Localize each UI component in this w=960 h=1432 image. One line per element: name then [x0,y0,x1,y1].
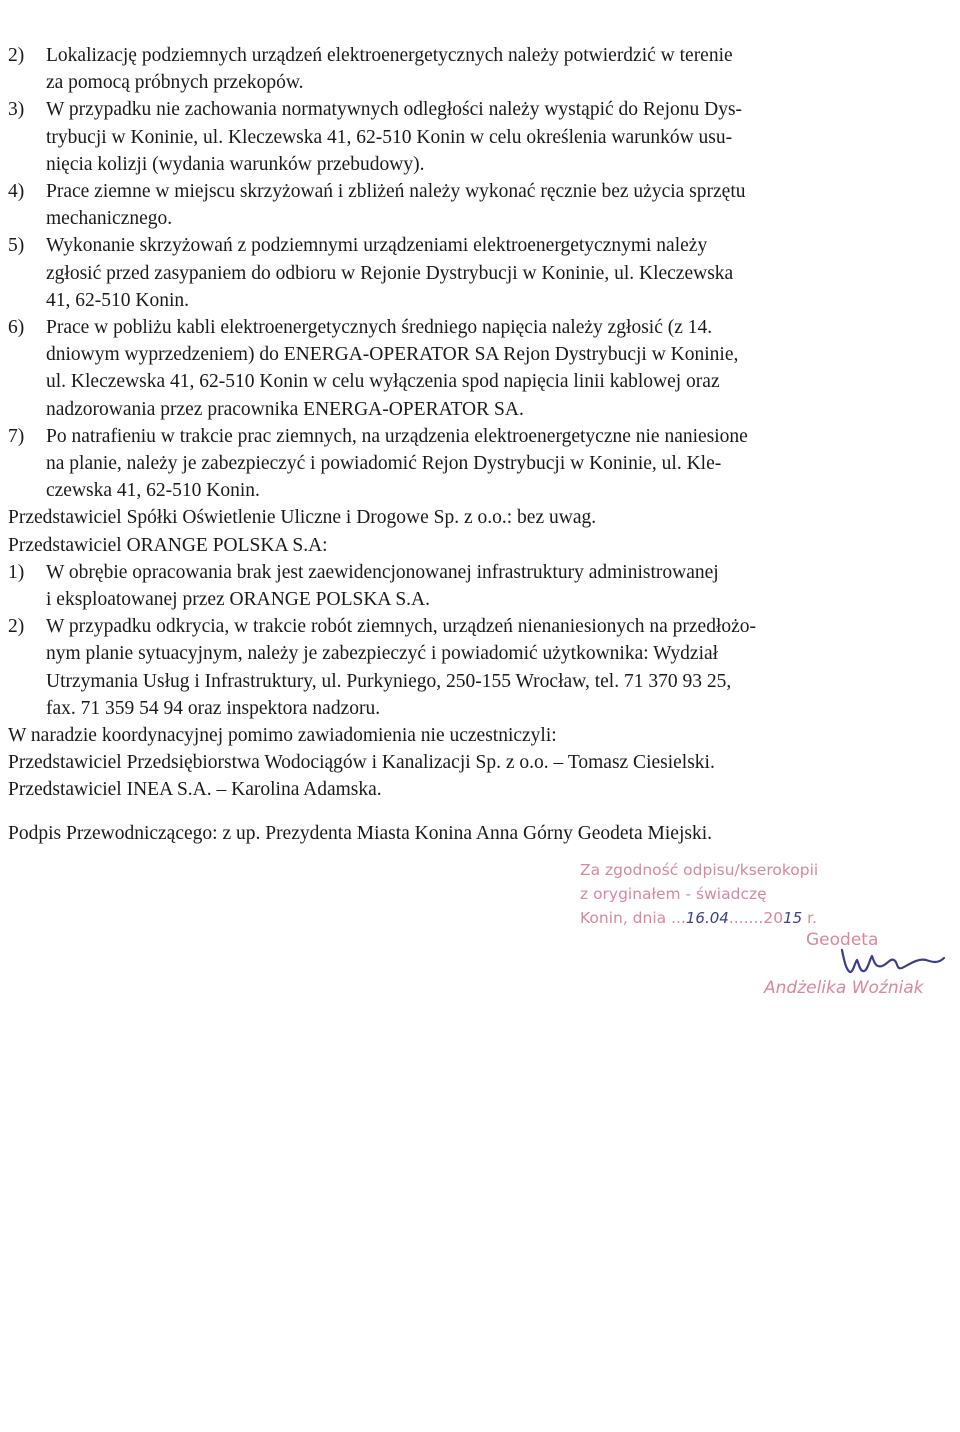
text-line: nadzorowania przez pracownika ENERGA-OPERATOR SA. [46,398,524,420]
list-item [8,232,880,314]
handwritten-day: 16 [685,909,705,927]
list-item-number: 3) [8,99,25,121]
list-item-number: 1) [8,561,25,583]
text-line: W przypadku nie zachowania normatywnych odległości należy wystąpić do Rejonu Dys- [46,99,743,121]
text-line: czewska 41, 62-510 Konin. [46,480,260,502]
text-line: za pomocą próbnych przekopów. [46,72,304,94]
handwritten-month: 04 [709,909,729,927]
list-item-text [46,423,880,505]
text-line: fax. 71 359 54 94 oraz inspektora nadzoru. [46,697,381,719]
list-item-text [46,613,880,722]
document-body [8,42,880,847]
stamp-title: Geodeta [806,930,879,950]
lighting-company-statement: Przedstawiciel Spółki Oświetlenie Uliczne i Drogowe Sp. z o.o.: bez uwag. [8,507,597,529]
stamp-date-dots: ....... [728,909,764,927]
list-item-text [46,96,880,178]
text-line: nięcia kolizji (wydania warunków przebudowy). [46,153,425,175]
text-line: Utrzymania Usług i Infrastruktury, ul. Purkyniego, 250-155 Wrocław, tel. 71 370 93 25, [46,670,732,692]
stamp-year-prefix: 20 [763,909,784,927]
orange-heading: Przedstawiciel ORANGE POLSKA S.A: [8,534,328,556]
list-item-number: 6) [8,317,25,339]
stamp-name: Andżelika Woźniak [764,978,924,998]
text-line: ul. Kleczewska 41, 62-510 Konin w celu wyłączenia spod napięcia linii kablowej oraz [46,371,720,393]
list-item [8,178,880,232]
list-item-text [46,559,880,613]
list-item-number: 2) [8,616,25,638]
handwritten-year: 15 [783,909,803,927]
text-line: W obrębie opracowania brak jest zaewidencjonowanej infrastruktury administrowanej [46,561,719,583]
text-line: i eksploatowanej przez ORANGE POLSKA S.A. [46,589,430,611]
stamp-year-suffix: r. [802,909,817,927]
list-item [8,96,880,178]
list-item-text [46,314,880,423]
certification-stamp [580,858,940,950]
list-item-text [46,178,880,232]
absent-inea: Przedstawiciel INEA S.A. – Karolina Adamska. [8,779,382,801]
list-item [8,314,880,423]
text-line: Prace ziemne w miejscu skrzyżowań i zbliżeń należy wykonać ręcznie bez użycia sprzętu [46,181,746,203]
text-line: nym planie sytuacyjnym, należy je zabezpieczyć i powiadomić użytkownika: Wydział [46,643,719,665]
text-line: mechanicznego. [46,208,173,230]
handwritten-date-separator: . [704,909,710,927]
list-item-text [46,42,880,96]
text-line: W przypadku odkrycia, w trakcie robót ziemnych, urządzeń nienaniesionych na przedłożo- [46,616,757,638]
list-item-number: 5) [8,235,25,257]
orange-conditions-list [8,559,880,722]
stamp-date-prefix: Konin, dnia ... [580,909,686,927]
absent-heading: W naradzie koordynacyjnej pomimo zawiadomienia nie uczestniczyli: [8,725,557,747]
list-item [8,423,880,505]
absent-water-company: Przedstawiciel Przedsiębiorstwa Wodociągów i Kanalizacji Sp. z o.o. – Tomasz Ciesielski. [8,752,715,774]
list-item-number: 2) [8,45,25,66]
list-item [8,613,880,722]
list-item [8,559,880,613]
text-line: trybucji w Koninie, ul. Kleczewska 41, 62-510 Konin w celu określenia warunków usu- [46,126,733,148]
text-line: zgłosić przed zasypaniem do odbioru w Rejonie Dystrybucji w Koninie, ul. Kleczewska [46,262,734,284]
stamp-line-3 [580,906,940,930]
list-item-number: 4) [8,181,25,203]
text-line: Po natrafieniu w trakcie prac ziemnych, na urządzenia elektroenergetyczne nie naniesione [46,425,748,447]
text-line: 41, 62-510 Konin. [46,289,189,311]
stamp-line-1: Za zgodność odpisu/kserokopii [580,861,819,879]
list-item [8,42,880,96]
stamp-line-2: z oryginałem - świadczę [580,885,767,903]
text-line: dniowym wyprzedzeniem) do ENERGA-OPERATOR SA Rejon Dystrybucji w Koninie, [46,344,739,366]
text-line: Prace w pobliżu kabli elektroenergetycznych średniego napięcia należy zgłosić (z 14. [46,317,713,339]
text-line: Lokalizację podziemnych urządzeń elektroenergetycznych należy potwierdzić w terenie [46,45,733,66]
text-line: na planie, należy je zabezpieczyć i powiadomić Rejon Dystrybucji w Koninie, ul. Kle- [46,453,722,475]
text-line: Wykonanie skrzyżowań z podziemnymi urządzeniami elektroenergetycznymi należy [46,235,708,257]
list-item-text [46,232,880,314]
electrical-conditions-list [8,42,880,504]
chairman-signature-line: Podpis Przewodniczącego: z up. Prezydenta Miasta Konina Anna Górny Geodeta Miejski. [8,822,712,844]
list-item-number: 7) [8,425,25,447]
